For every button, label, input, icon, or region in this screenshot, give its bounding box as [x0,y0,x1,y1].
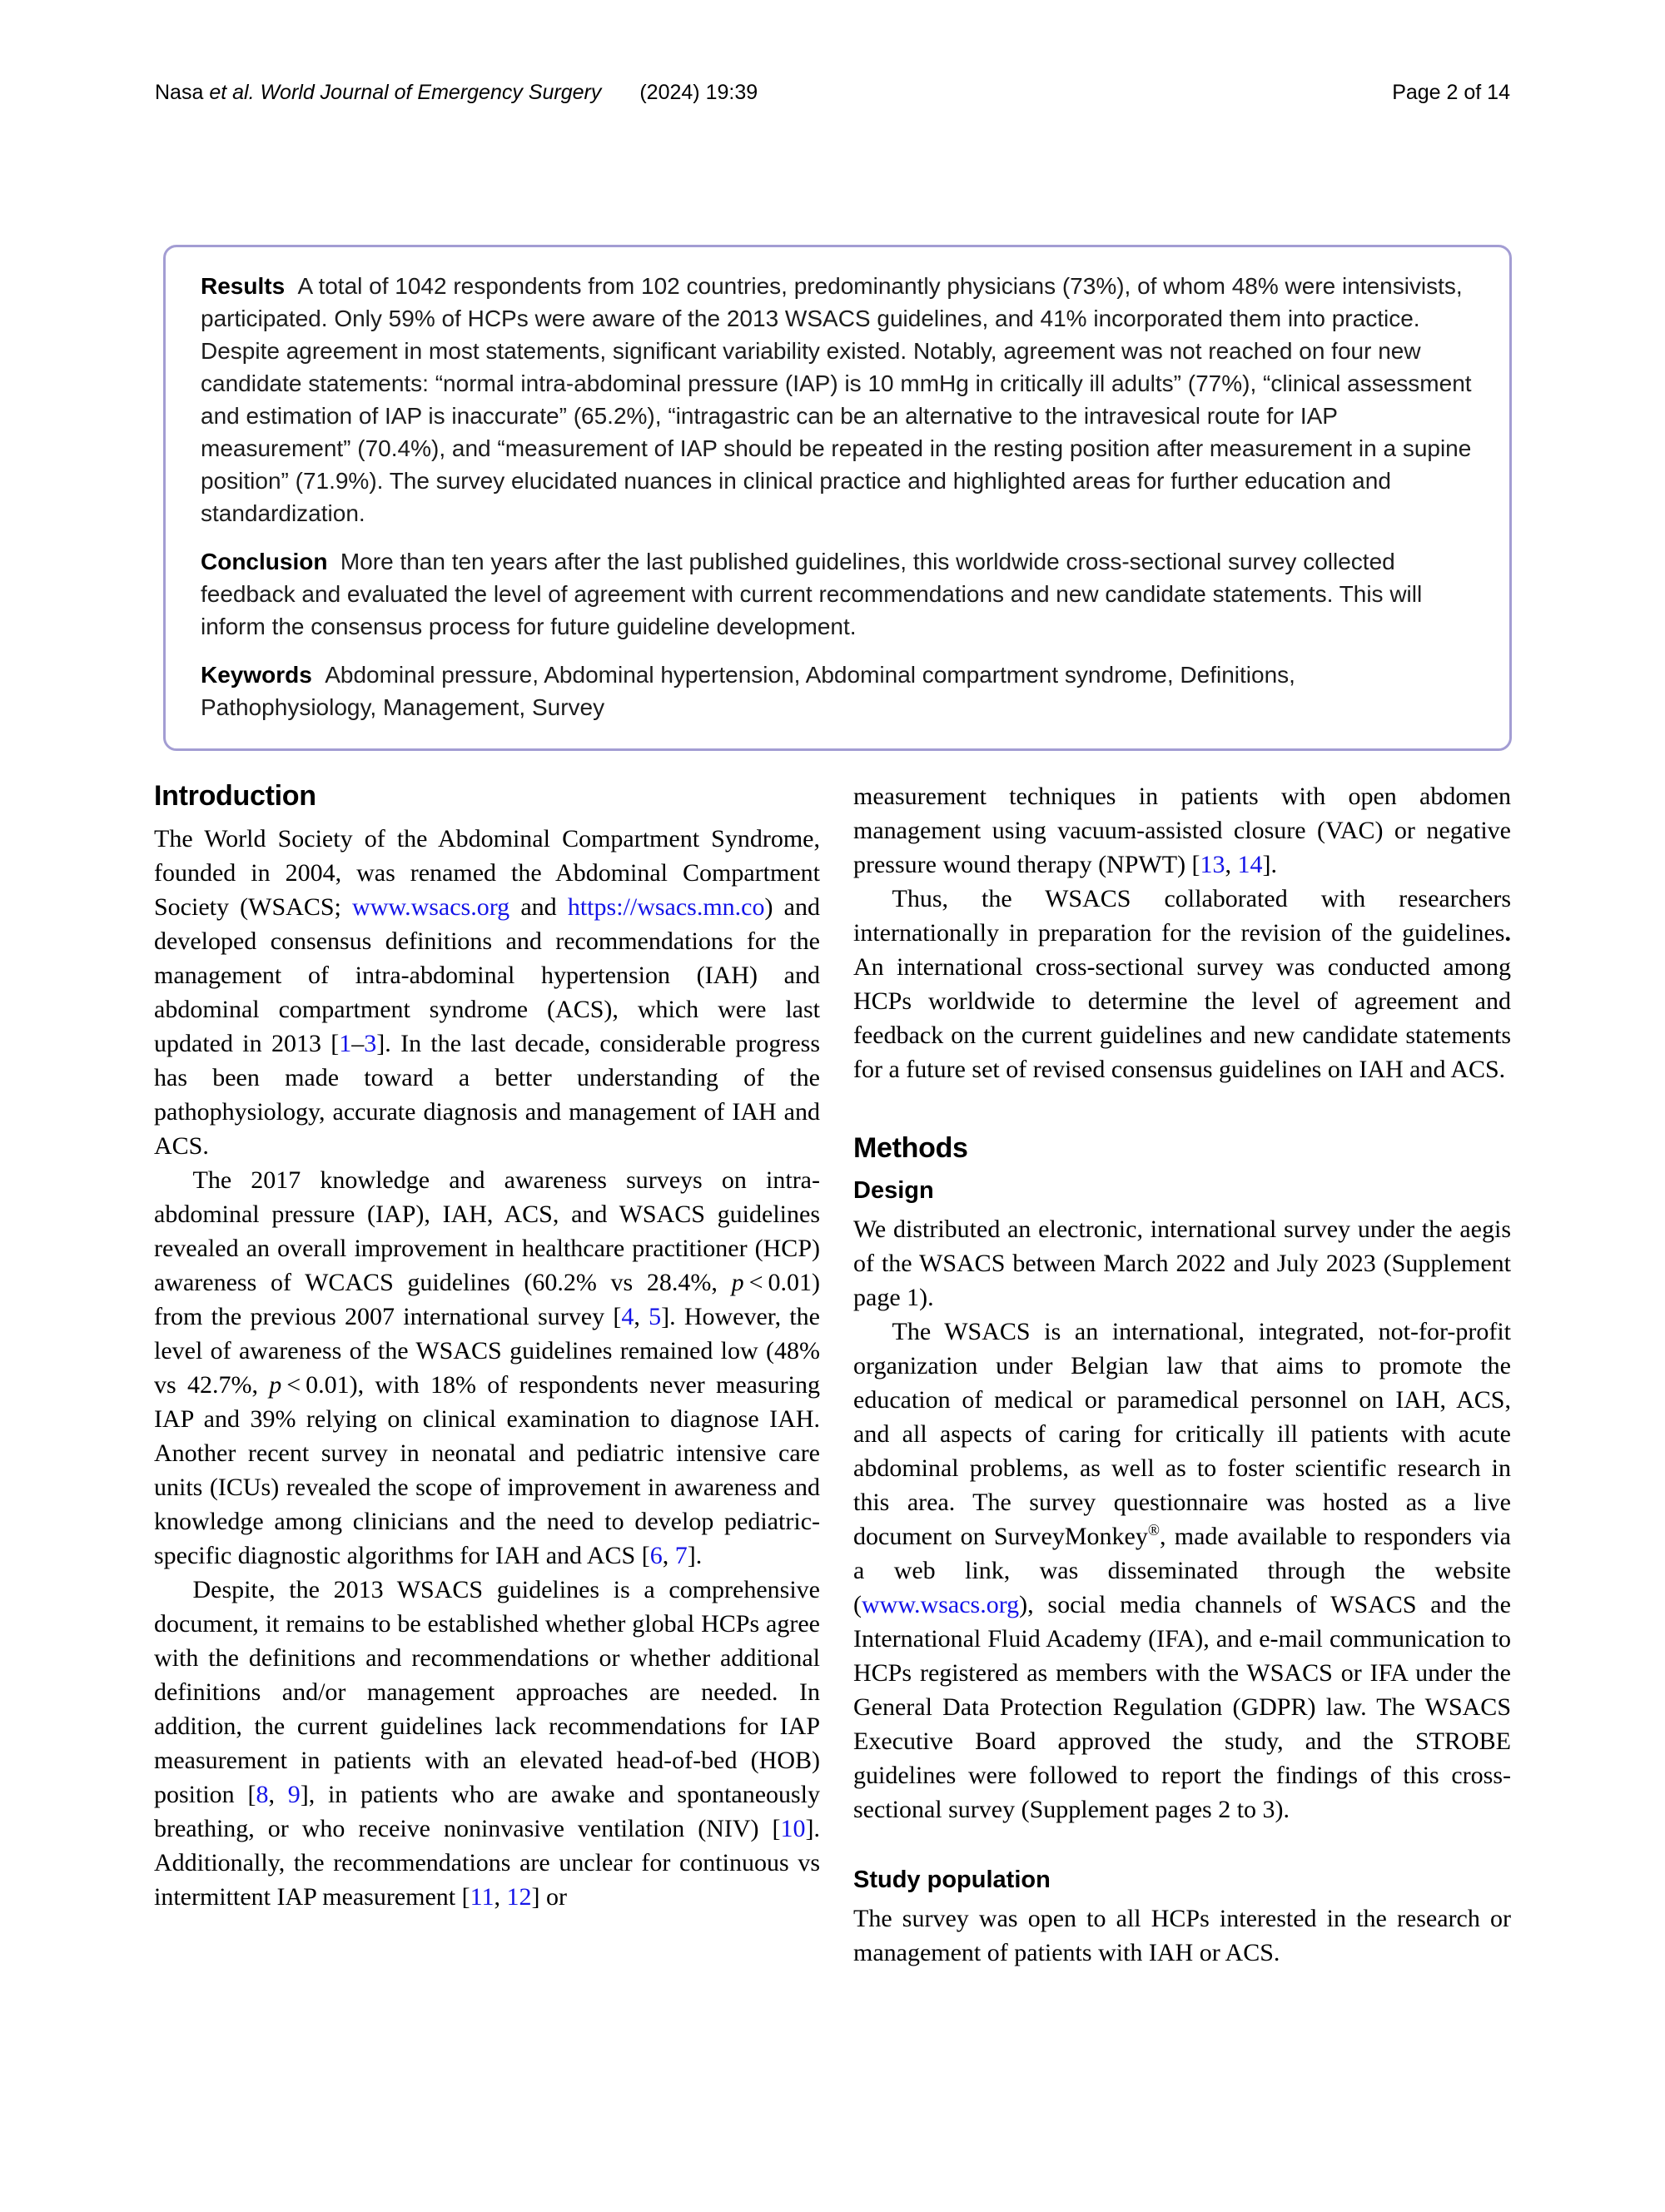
text-segment: Nasa [155,81,210,104]
paragraph [853,1212,1511,1315]
paragraph [853,1901,1511,1970]
inline-link[interactable]: 4 [621,1302,634,1330]
paragraph [853,1315,1511,1827]
body-columns [154,779,1511,1970]
text-segment: Abdominal pressure, Abdominal hypertension, Abdominal compartment syndrome, Definitions, Pathophysiology, Management, Survey [201,662,1295,720]
text-segment: p [731,1268,744,1296]
text-segment: A total of 1042 respondents from 102 countries, predominantly physicians (73%), of whom 48% were intensivists, participated. Only 59% of HCPs were aware of the 2013 WSACS guidelines, and 41% incorporated them into practice. Despite agreement in most statements, significant variability existed. Notably, agreement was not reached on four new candidate statements: “normal intra-abdominal pressure (IAP) is 10 mmHg in critically ill adults” (77%), “clinical assessment and estimation of IAP is inaccurate” (65.2%), “intragastric can be an alternative to the intravesical route for IAP measurement” (70.4%), and “measurement of IAP should be repeated in the resting position after measurement in a supine position” (71.9%). The survey elucidated nuances in clinical practice and highlighted areas for further education and standardization. [201,273,1472,526]
text-segment: , [634,1302,649,1330]
text-segment: ], in patients who are awake and spontaneously breathing, or who receive noninvasive ventilation (NIV) [ [154,1780,821,1842]
inline-link[interactable]: 12 [506,1882,532,1911]
text-segment: ]. [1262,851,1278,878]
inline-link[interactable]: 6 [649,1541,663,1569]
text-segment: The World Society of the Abdominal Compartment Syndrome, founded in 2004, was renamed the Abdominal Compartment Society (WSACS; [154,824,820,921]
design-heading: Design [853,1176,934,1204]
text-segment: < 0.01) from the previous 2007 international survey [ [154,1268,820,1330]
text-segment: Despite, the 2013 WSACS guidelines is a comprehensive document, it remains to be established whether global HCPs agree with the definitions and recommendations or whether additional definitions and/or management approaches are needed. In addition, the current guidelines lack recommendations for IAP measurement in patients with an elevated head-of-bed (HOB) position [ [154,1575,820,1808]
methods-section [853,1131,1511,1827]
text-segment: ® [1147,1522,1160,1540]
text-segment: ) and developed consensus definitions and recommendations for the management of intra-abdominal hypertension (IAH) and abdominal compartment syndrome (ACS), which were last updated in 2013 [ [154,892,820,1057]
text-segment: Conclusion [201,549,328,574]
study-population-section [853,1865,1511,1970]
text-segment: et al. World Journal of Emergency Surgery [209,81,602,104]
text-segment: and [509,892,568,921]
page-header [155,81,1510,105]
methods-heading: Methods [853,1132,968,1164]
paragraph [853,882,1511,1086]
text-segment: p [269,1370,282,1399]
inline-link[interactable]: www.wsacs.org [352,892,510,921]
inline-link[interactable]: 3 [364,1029,377,1057]
paragraph [853,779,1511,882]
abstract-results-paragraph [201,270,1474,529]
text-segment: , made available to responders via a web link, was disseminated through the website ( [853,1523,1511,1619]
text-segment: – [351,1029,365,1057]
abstract-conclusion-paragraph [201,545,1474,643]
page-number: Page 2 of 14 [1392,81,1510,104]
text-segment: measurement techniques in patients with open abdomen management using vacuum-assisted closure (VAC) or negative pressure wound therapy (NPWT) [ [853,783,1511,878]
inline-link[interactable]: 13 [1200,851,1225,878]
inline-link[interactable]: 11 [470,1882,495,1911]
inline-link[interactable]: 8 [256,1780,269,1808]
paragraph [154,1163,820,1573]
introduction-continued-section [853,779,1511,1086]
text-segment: ), social media channels of WSACS and the International Fluid Academy (IFA), and e-mail communication to HCPs registered as members with the WSACS or IFA under the General Data Protection Regulation (GDPR) law. The WSACS Executive Board approved the study, and the STROBE guidelines were followed to report the findings of this cross-sectional survey (Supplement pages 2 to 3). [853,1591,1511,1824]
paragraph [154,822,820,1163]
text-segment: ]. In the last decade, considerable progress has been made toward a better understanding of the pathophysiology, accurate diagnosis and management of IAH and ACS. [154,1029,820,1160]
text-segment: ]. Additionally, the recommendations are unclear for continuous vs intermittent IAP measurement [ [154,1814,820,1911]
abstract-keywords-paragraph [201,659,1474,723]
text-segment: < 0.01), with 18% of respondents never measuring IAP and 39% relying on clinical examination to diagnose IAH. Another recent survey in neonatal and pediatric intensive care units (ICUs) revealed the scope of improvement in awareness and knowledge among clinicians and the need to develop pediatric-specific diagnostic algorithms for IAH and ACS [ [154,1370,820,1569]
introduction-section [154,779,820,1914]
inline-link[interactable]: 5 [649,1302,662,1330]
text-segment: Results [201,273,286,299]
text-segment: The WSACS is an international, integrated, not-for-profit organization under Belgian law that aims to promote the education of medical or paramedical personnel on IAH, ACS, and all aspects of caring for critically ill patients with acute abdominal problems, as well as to foster scientific research in this area. The survey questionnaire was hosted as a live document on SurveyMonkey [853,1318,1511,1551]
introduction-heading: Introduction [154,780,316,812]
abstract-box [163,245,1512,751]
text-segment: More than ten years after the last published guidelines, this worldwide cross-sectional survey collected feedback and evaluated the level of agreement with current recommendations and new candidate statements. This will inform the consensus process for future guideline development. [201,549,1423,639]
text-segment: , [662,1541,675,1569]
text-segment: An international cross-sectional survey was conducted among HCPs worldwide to determine the level of agreement and feedback on the current guidelines and new candidate statements for a future set of revised consensus guidelines on IAH and ACS. [853,953,1511,1083]
text-segment: ]. However, the level of awareness of the WSACS guidelines remained low (48% vs 42.7%, [154,1302,820,1399]
text-segment: We distributed an electronic, international survey under the aegis of the WSACS between March 2022 and July 2023 (Supplement page 1). [853,1215,1511,1312]
text-segment: The 2017 knowledge and awareness surveys on intra-abdominal pressure (IAP), IAH, ACS, and WSACS guidelines revealed an overall improvement in healthcare practitioner (HCP) awareness of WCACS guidelines (60.2% vs 28.4%, [154,1166,820,1296]
inline-link[interactable]: 9 [287,1780,301,1808]
issue-info: (2024) 19:39 [639,81,758,104]
inline-link[interactable]: 7 [674,1541,688,1569]
left-column [154,779,820,1970]
text-segment: , [494,1882,507,1911]
inline-link[interactable]: https://wsacs.mn.co [567,892,765,921]
right-column [853,779,1511,1970]
inline-link[interactable]: 1 [339,1029,352,1057]
paragraph [154,1573,820,1914]
inline-link[interactable]: 14 [1237,851,1263,878]
citation [155,81,601,104]
text-segment: Keywords [201,662,312,688]
text-segment: The survey was open to all HCPs interested in the research or management of patients with IAH or ACS. [853,1905,1511,1967]
inline-link[interactable]: www.wsacs.org [862,1591,1020,1619]
text-segment: ] or [531,1882,567,1911]
text-segment: , [1225,851,1238,878]
text-segment: , [268,1780,288,1808]
study-population-heading: Study population [853,1867,1051,1894]
text-segment: Thus, the WSACS collaborated with researchers internationally in preparation for the revision of the guidelines [853,885,1511,947]
text-segment: . [1504,919,1511,947]
text-segment: ]. [687,1541,703,1569]
running-head [155,81,758,105]
inline-link[interactable]: 10 [780,1814,806,1842]
